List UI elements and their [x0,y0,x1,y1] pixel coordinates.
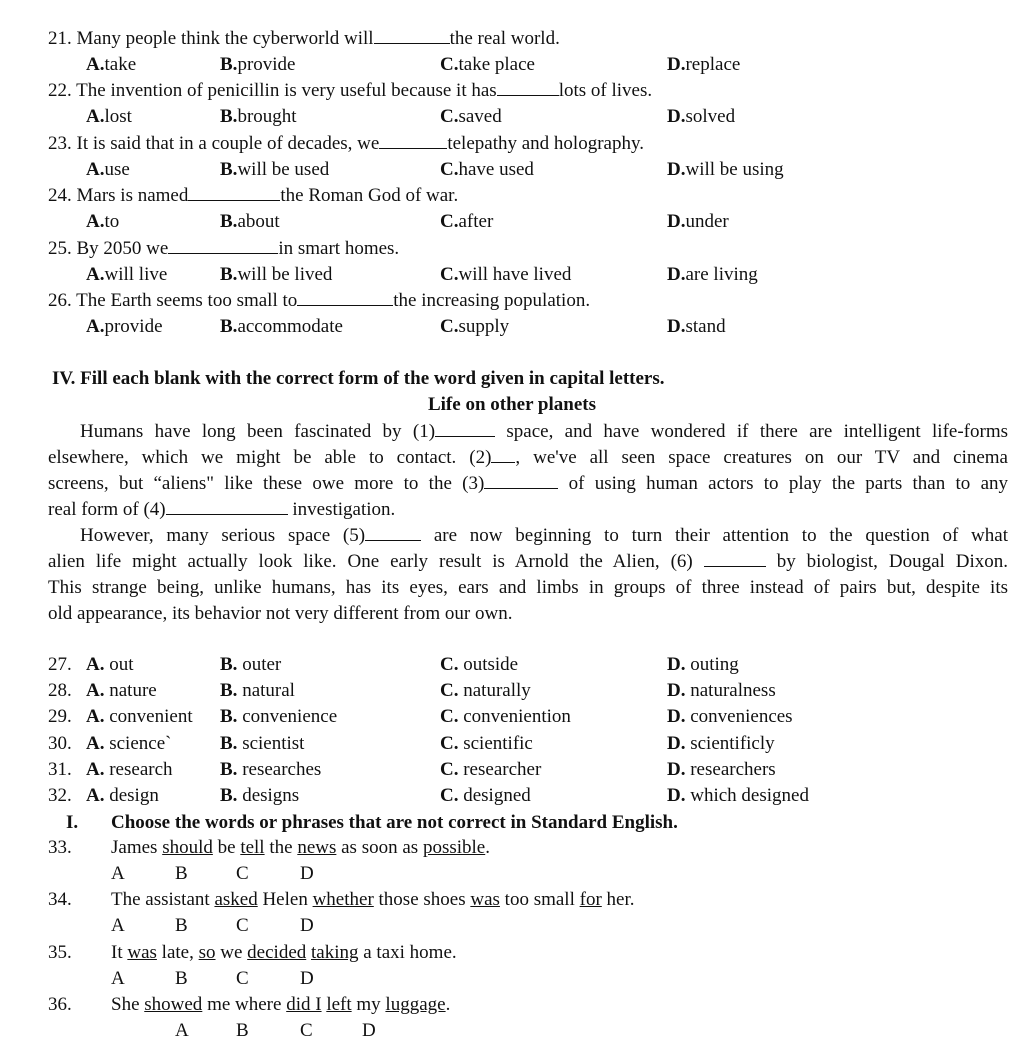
question-number: 22. [48,80,72,102]
option-a: A.provide [86,316,163,337]
question-text-end: telepathy and holography. [447,132,644,154]
option-b: B.provide [220,54,296,75]
passage-paragraph-1: Humans have long been fascinated by (1) space, and have wondered if there are intelligent life-forms elsewhere, which we might be able to contact. (2) , we've all seen space creatures on our TV and cinema screens, but “aliens" like these owe more to the (3) of using human actors to play the parts than to any real form of (4) investigation. [48,421,1008,520]
answer-blank [168,239,278,254]
question-row [48,27,560,51]
option-a: A. out [86,654,134,675]
question-number: 27. [48,654,72,675]
option-label: A [111,915,125,937]
option-a: A.will live [86,263,168,285]
question-number: 24. [48,185,72,207]
question-row [48,237,399,261]
option-b: B.will be used [220,158,330,180]
option-label: D [300,915,314,937]
option-c: C.after [440,211,494,233]
question-row [48,132,644,156]
question-number: 30. [48,732,72,754]
question-text-end: the increasing population. [393,290,591,311]
option-c: C.saved [440,106,502,128]
option-label: C [236,915,249,937]
question-text: Many people think the cyberworld will [76,28,374,49]
option-d: D. outing [667,654,739,675]
section-error-roman: I. [66,812,79,833]
option-d: D.solved [667,106,736,128]
question-text: It is said that in a couple of decades, we [76,132,380,154]
question-sentence: It was late, so we decided taking a taxi home. [111,941,457,963]
option-a: A. science` [86,732,172,754]
question-text: The invention of penicillin is very useful because it has [76,80,497,102]
underlined-option: whether [312,889,374,911]
question-text: Mars is named [76,185,189,207]
answer-blank [297,291,393,306]
answer-blank [374,29,450,44]
option-b: B.about [220,211,280,233]
question-text-end: in smart homes. [278,237,400,259]
option-d: D.will be using [667,158,784,180]
underlined-option: tell [240,837,265,858]
option-c: C. naturally [440,680,531,702]
underlined-option: decided [247,941,307,963]
underlined-option: asked [214,889,258,911]
option-a: A. design [86,785,159,806]
question-sentence: The assistant asked Helen whether those shoes was too small for her. [111,889,635,911]
question-number: 26. [48,290,72,311]
option-b: B. convenience [220,706,338,728]
option-label: C [300,1020,313,1042]
option-label: A [175,1020,189,1042]
question-number: 25. [48,237,72,259]
option-c: C.will have lived [440,263,572,285]
option-b: B. designs [220,785,300,806]
option-a: A. convenient [86,706,193,728]
option-b: B.brought [220,106,297,128]
option-label: D [300,863,314,884]
option-label: D [300,967,314,989]
option-label: C [236,863,249,884]
section-4-heading: IV. Fill each blank with the correct form of the word given in capital letters. [52,368,665,389]
underlined-option: should [162,837,213,858]
option-d: D. conveniences [667,706,793,728]
option-a: A.take [86,54,137,75]
passage-paragraph-2: However, many serious space (5) are now beginning to turn their attention to the question of what alien life might actually look like. One early result is Arnold the Alien, (6) by biologist, Dougal Dixon. This strange being, unlike humans, has its eyes, ears and limbs in groups of three instead of pairs but, despite its old appearance, its behavior not very different from our own. [48,525,1009,624]
question-number: 31. [48,758,72,780]
option-b: B. researches [220,758,322,780]
option-c: C. conveniention [440,706,571,728]
underlined-option: possible [422,837,486,858]
option-c: C.take place [440,54,535,75]
question-row [48,289,590,313]
question-row [48,79,652,103]
answer-blank [188,186,280,201]
answer-blank [379,134,447,149]
option-label: B [236,1020,249,1042]
underlined-option: taking [311,941,359,963]
option-label: D [362,1020,376,1042]
question-number: 34. [48,889,72,911]
option-b: B. scientist [220,732,305,754]
option-c: C. scientific [440,732,533,754]
option-label: B [175,915,188,937]
question-row [48,184,458,208]
question-number: 32. [48,785,72,806]
option-a: A.to [86,211,120,233]
question-number: 35. [48,941,72,963]
underlined-option: did I [286,994,322,1016]
option-d: D. which designed [667,785,809,806]
option-d: D.replace [667,54,741,75]
option-label: B [175,863,188,884]
question-number: 23. [48,132,72,154]
option-label: B [175,967,188,989]
answer-blank [497,81,559,96]
underlined-option: news [297,837,337,858]
option-b: B.will be lived [220,263,333,285]
option-a: A.lost [86,106,132,128]
option-a: A. nature [86,680,157,702]
question-text-end: the Roman God of war. [280,185,459,207]
underlined-option: was [127,941,157,963]
option-d: D.stand [667,316,726,337]
question-number: 28. [48,680,72,702]
option-d: D. naturalness [667,680,776,702]
option-label: A [111,863,125,884]
option-label: C [236,967,249,989]
underlined-option: luggage [385,994,446,1016]
option-a: A. research [86,758,173,780]
question-text-end: lots of lives. [558,80,653,102]
option-d: D.are living [667,263,758,285]
section-error-heading: Choose the words or phrases that are not correct in Standard English. [111,812,678,833]
question-number: 21. [48,28,72,49]
question-text: The Earth seems too small to [76,290,298,311]
passage-title: Life on other planets [427,394,596,415]
question-text: By 2050 we [76,237,169,259]
underlined-option: showed [144,994,203,1016]
option-c: C. outside [440,654,519,675]
option-label: A [111,967,125,989]
question-number: 29. [48,706,72,728]
question-number: 36. [48,994,72,1016]
option-b: B. outer [220,654,282,675]
option-c: C.have used [440,158,534,180]
option-d: D. researchers [667,758,776,780]
underlined-option: for [579,889,602,911]
underlined-option: left [326,994,352,1016]
question-sentence: James should be tell the news as soon as possible. [111,837,490,858]
question-sentence: She showed me where did I left my luggage. [111,994,451,1016]
underlined-option: so [198,941,216,963]
option-c: C.supply [440,316,510,337]
underlined-option: was [470,889,500,911]
option-b: B. natural [220,680,295,702]
option-d: D. scientificly [667,732,775,754]
option-d: D.under [667,211,729,233]
question-text-end: the real world. [449,28,560,49]
option-c: C. researcher [440,758,542,780]
option-b: B.accommodate [220,316,343,337]
option-a: A.use [86,158,130,180]
option-c: C. designed [440,785,531,806]
question-number: 33. [48,837,72,858]
